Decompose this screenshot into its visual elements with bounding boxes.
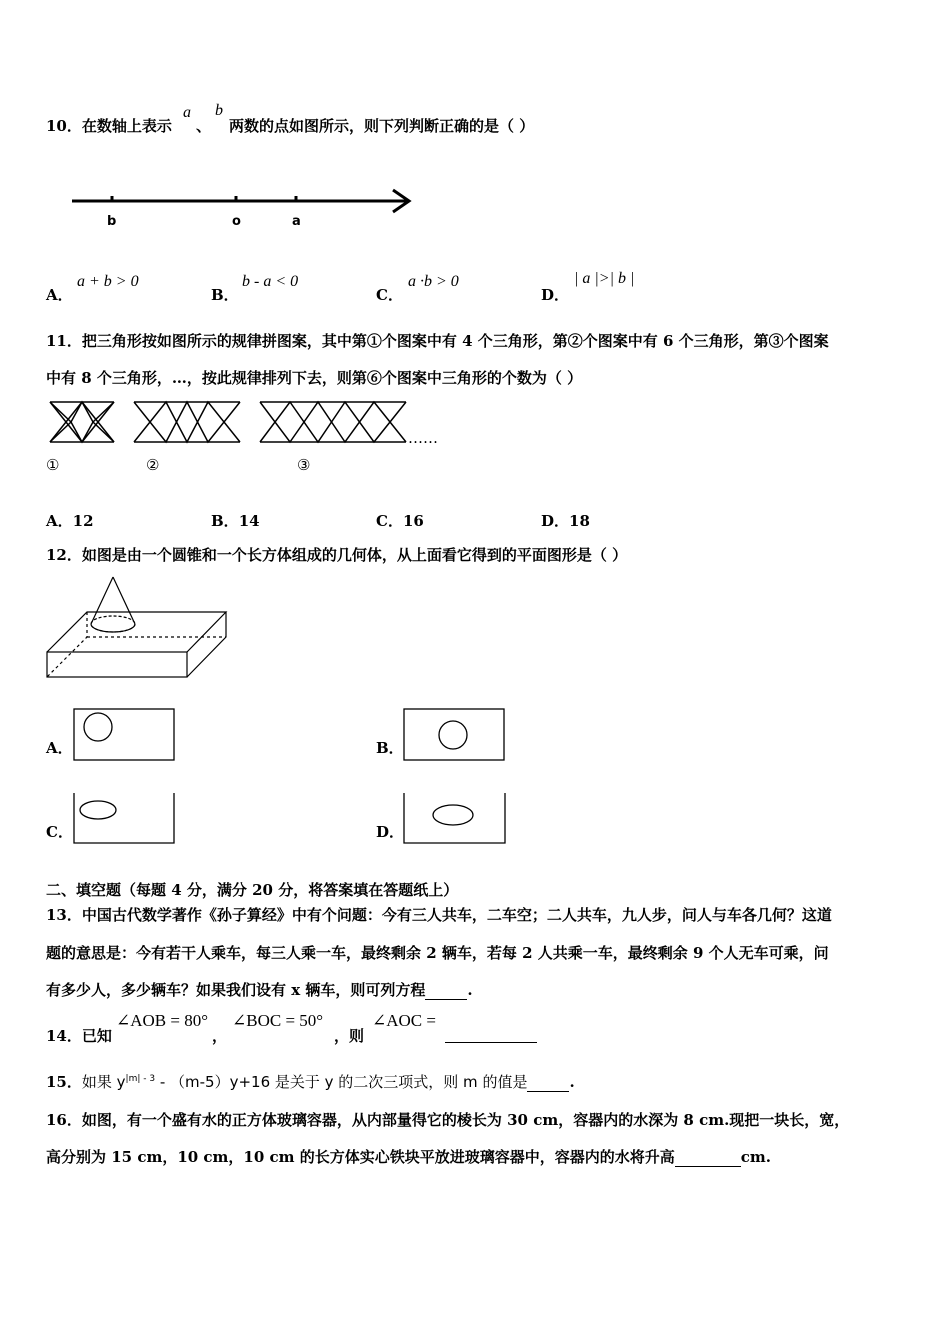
q11-option-b[interactable]: B．14 — [211, 512, 260, 530]
q14-stem: 14．已知 — [46, 1027, 112, 1045]
option-b-circle — [439, 721, 467, 749]
q14-comma: ， — [212, 1027, 228, 1045]
q10-option-c-label[interactable]: C． — [376, 286, 403, 304]
q12-option-c[interactable]: C． — [46, 823, 73, 841]
q11-figure-label-2: ② — [146, 456, 160, 474]
q15-answer-blank[interactable] — [527, 1091, 569, 1092]
q10-text-after: 两数的点如图所示，则下列判断正确的是（ ） — [229, 117, 535, 135]
q13-line1: 13．中国古代数学著作《孙子算经》中有个问题：今有三人共车，二车空；二人共车，九人步，问人与车各几何？这道 — [46, 906, 832, 924]
q15-exponent: |m| - 3 — [125, 1074, 156, 1084]
q10-var-b: b — [215, 102, 223, 119]
q13-line2: 题的意思是：今有若干人乘车，每三人乘一车，最终剩余 2 辆车，若每 2 人共乘一车，最终剩余 9 个人无车可乘，问 — [46, 944, 829, 962]
option-a-circle — [84, 713, 112, 741]
q11-option-c[interactable]: C．16 — [376, 512, 424, 530]
q13-number: 13． — [46, 906, 82, 924]
q12-option-a[interactable]: A． — [46, 739, 73, 757]
q13-line3: 有多少人，多少辆车？如果我们设有 x 辆车，则可列方程 . — [46, 981, 473, 999]
q10-option-b-math: b - a < 0 — [242, 273, 299, 290]
q10-option-b-label[interactable]: B． — [211, 286, 239, 304]
q12-stem: 12．如图是由一个圆锥和一个长方体组成的几何体，从上面看它得到的平面图形是（ ） — [46, 546, 628, 564]
q10-number: 10． — [46, 117, 82, 135]
option-d-rect — [404, 793, 505, 843]
q16-line2: 高分别为 15 cm，10 cm，10 cm 的长方体实心铁块平放进玻璃容器中，容器内的水将升高 cm. — [46, 1148, 771, 1166]
q14-angle-aoc: ∠AOC = — [372, 1011, 436, 1030]
q11-ellipsis: …… — [408, 429, 438, 447]
q13-answer-blank[interactable] — [425, 999, 467, 1000]
q10-text-before: 在数轴上表示 — [81, 117, 172, 135]
q14-angle-aob: ∠AOB = 80° — [116, 1011, 209, 1030]
axis-label-o: o — [232, 214, 241, 229]
q16-number: 16． — [46, 1111, 82, 1129]
q12-option-d[interactable]: D． — [376, 823, 405, 841]
q11-number: 11． — [46, 332, 82, 350]
q11-figure-label-1: ① — [46, 456, 60, 474]
q10-option-a-label[interactable]: A． — [46, 286, 73, 304]
q14-number: 14． — [46, 1027, 82, 1045]
option-d-ellipse — [433, 805, 473, 825]
q14-angle-boc: ∠BOC = 50° — [232, 1011, 324, 1030]
q12-option-b[interactable]: B． — [376, 739, 404, 757]
q11-option-a[interactable]: A．12 — [46, 512, 94, 530]
q15-stem: 15．如果 $y^{|m| - 3} - (m-5)y+16$ 是关于 y 的二次三项式，则 m 的值是 . — [46, 1073, 575, 1091]
q16-line1: 16．如图，有一个盛有水的正方体玻璃容器，从内部量得它的棱长为 30 cm，容器内的水深为 8 cm.现把一块长，宽， — [46, 1111, 850, 1129]
section2-title: 二、填空题（每题 4 分，满分 20 分，将答案填在答题纸上） — [46, 881, 459, 899]
q11-figure-label-3: ③ — [297, 456, 311, 474]
q10-option-d-math: | a |>| b | — [574, 270, 635, 287]
q14-answer-blank[interactable] — [445, 1026, 537, 1043]
option-b-rect — [404, 709, 504, 760]
q10-sep: 、 — [196, 117, 212, 135]
q10-var-a: a — [183, 104, 191, 121]
q14-text2: ，则 — [334, 1027, 365, 1045]
q10-option-c-math: a ·b > 0 — [408, 273, 459, 290]
q11-line2: 中有 8 个三角形，…，按此规律排列下去，则第⑥个图案中三角形的个数为（ ） — [46, 369, 583, 387]
q10-option-d-label[interactable]: D． — [541, 286, 570, 304]
q11-option-d[interactable]: D．18 — [541, 512, 590, 530]
q11-line1: 11．把三角形按如图所示的规律拼图案，其中第①个图案中有 4 个三角形，第②个图案中有 6 个三角形，第③个图案 — [46, 332, 829, 350]
axis-label-a: a — [292, 214, 301, 229]
axis-label-b: b — [107, 214, 117, 229]
q12-number: 12． — [46, 546, 82, 564]
option-c-ellipse — [80, 801, 116, 819]
q15-number: 15． — [46, 1073, 82, 1091]
q16-answer-blank[interactable] — [675, 1166, 741, 1167]
q10-option-a-math: a + b > 0 — [77, 273, 139, 290]
